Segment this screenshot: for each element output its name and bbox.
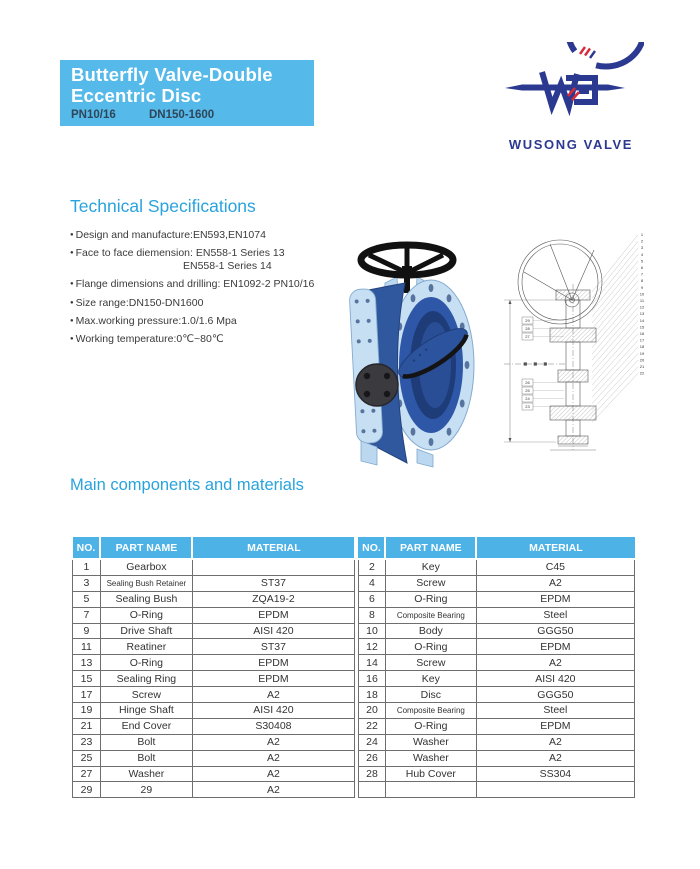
column-header: NO.: [73, 537, 101, 559]
table-row: [358, 703, 634, 719]
part-number: 18: [358, 687, 385, 703]
bullet-icon: ●: [70, 299, 74, 306]
svg-text:8: 8: [640, 278, 644, 284]
company-name: WUSONG VALVE: [508, 137, 634, 152]
part-material: SS304: [476, 766, 634, 782]
table-row: [73, 591, 355, 607]
part-name: Washer: [385, 750, 476, 766]
svg-text:10: 10: [639, 291, 645, 297]
part-name: 29: [100, 782, 192, 798]
part-material: EPDM: [476, 591, 634, 607]
part-name: O-Ring: [100, 655, 192, 671]
part-material: AISI 420: [192, 703, 354, 719]
components-table: [72, 537, 635, 798]
product-subtitle: [71, 109, 304, 121]
svg-text:14: 14: [639, 317, 645, 323]
part-number: 8: [358, 607, 385, 623]
table-row: [73, 718, 355, 734]
part-material: A2: [476, 655, 634, 671]
table-row: [358, 671, 634, 687]
part-material: Steel: [476, 703, 634, 719]
spec-item: ● Size range:DN150-DN1600: [70, 296, 204, 309]
table-row: [358, 750, 634, 766]
svg-text:15: 15: [639, 324, 645, 330]
part-number: 26: [358, 750, 385, 766]
part-material: [192, 559, 354, 575]
table-row: [73, 575, 355, 591]
part-material: A2: [476, 734, 634, 750]
table-row: [358, 718, 634, 734]
product-title-line2: Eccentric Disc: [71, 84, 202, 106]
drawing-callouts: [522, 232, 645, 422]
product-title: [71, 65, 304, 106]
valve-photo: [333, 233, 485, 468]
part-name: Washer: [100, 766, 192, 782]
part-number: 19: [73, 703, 101, 719]
part-material: AISI 420: [192, 623, 354, 639]
part-name: Drive Shaft: [100, 623, 192, 639]
part-name: O-Ring: [385, 639, 476, 655]
table-row: [73, 559, 355, 575]
part-number: 3: [73, 575, 101, 591]
svg-text:16: 16: [639, 331, 645, 336]
spec-item: ● Design and manufacture:EN593,EN1074: [70, 229, 266, 241]
svg-text:25: 25: [525, 388, 530, 393]
part-name: O-Ring: [385, 591, 476, 607]
part-name: Bolt: [100, 750, 192, 766]
svg-text:9: 9: [640, 284, 644, 290]
components-table-right: [358, 537, 635, 798]
part-name: Body: [385, 623, 476, 639]
svg-text:29: 29: [525, 318, 530, 323]
table-row: [358, 655, 634, 671]
spec-item: ● Working temperature:0℃~80℃: [70, 332, 224, 345]
part-number: 6: [358, 591, 385, 607]
svg-text:13: 13: [639, 311, 645, 317]
spec-item: ● Flange dimensions and drilling: EN1092-2 PN10/16: [70, 278, 315, 291]
part-name: Washer: [385, 734, 476, 750]
svg-text:6: 6: [640, 265, 644, 270]
svg-text:1: 1: [640, 232, 644, 237]
part-name: Sealing Ring: [100, 671, 192, 687]
part-material: EPDM: [192, 671, 354, 687]
table-row: [358, 782, 634, 798]
table-row: [73, 639, 355, 655]
part-name: Composite Bearing: [385, 703, 476, 719]
table-row: [73, 655, 355, 671]
part-material: EPDM: [192, 655, 354, 671]
svg-text:17: 17: [639, 337, 645, 343]
size-range: DN150-1600: [148, 109, 215, 122]
part-number: 14: [358, 655, 385, 671]
part-material: EPDM: [476, 718, 634, 734]
part-material: ZQA19-2: [192, 591, 354, 607]
company-logo: [498, 42, 644, 152]
part-number: 16: [358, 671, 385, 687]
svg-text:2: 2: [640, 238, 644, 244]
part-material: AISI 420: [476, 671, 634, 687]
part-number: 1: [73, 559, 101, 575]
part-name: End Cover: [100, 718, 192, 734]
part-material: A2: [192, 734, 354, 750]
part-number: 5: [73, 591, 101, 607]
svg-text:19: 19: [639, 350, 645, 356]
bullet-icon: ●: [70, 281, 74, 288]
svg-text:23: 23: [525, 404, 530, 409]
product-title-line1: Butterfly Valve-Double: [71, 64, 273, 85]
part-number: 25: [73, 750, 101, 766]
heading-main-components: Main components and materials: [70, 476, 304, 494]
table-row: [73, 687, 355, 703]
table-row: [358, 575, 634, 591]
part-name: Key: [385, 671, 476, 687]
part-name: Hub Cover: [385, 766, 476, 782]
bullet-icon: ●: [70, 232, 74, 238]
part-material: EPDM: [476, 639, 634, 655]
part-number: 4: [358, 575, 385, 591]
table-row: [73, 703, 355, 719]
spec-list: [70, 229, 370, 351]
part-name: Screw: [385, 575, 476, 591]
part-material: A2: [476, 575, 634, 591]
part-material: A2: [192, 782, 354, 798]
table-row: [358, 687, 634, 703]
svg-text:11: 11: [639, 298, 645, 303]
part-number: 21: [73, 718, 101, 734]
part-material: A2: [192, 750, 354, 766]
table-row: [73, 623, 355, 639]
part-material: [476, 782, 634, 798]
bullet-icon: ●: [70, 335, 74, 342]
part-name: Disc: [385, 687, 476, 703]
part-number: 29: [73, 782, 101, 798]
part-name: Bolt: [100, 734, 192, 750]
table-row: [358, 607, 634, 623]
table-row: [73, 671, 355, 687]
part-material: EPDM: [192, 607, 354, 623]
part-number: 28: [358, 766, 385, 782]
part-number: 11: [73, 639, 101, 655]
part-name: O-Ring: [385, 718, 476, 734]
column-header: MATERIAL: [192, 537, 354, 559]
svg-text:7: 7: [640, 271, 644, 277]
part-name: Key: [385, 559, 476, 575]
part-number: [358, 782, 385, 798]
spec-item: ● Max.working pressure:1.0/1.6 Mpa: [70, 314, 237, 327]
part-name: Sealing Bush Retainer: [100, 575, 192, 591]
part-number: 23: [73, 734, 101, 750]
part-material: ST37: [192, 575, 354, 591]
column-header: MATERIAL: [476, 537, 634, 559]
part-name: Screw: [385, 655, 476, 671]
part-number: 15: [73, 671, 101, 687]
wusong-logo-mark: [498, 42, 644, 130]
svg-text:12: 12: [639, 304, 645, 310]
table-row: [73, 734, 355, 750]
bullet-icon: ●: [70, 317, 74, 324]
svg-text:22: 22: [639, 370, 645, 376]
part-name: Sealing Bush: [100, 591, 192, 607]
table-row: [73, 607, 355, 623]
part-material: A2: [192, 687, 354, 703]
svg-text:24: 24: [525, 396, 530, 401]
part-material: A2: [476, 750, 634, 766]
column-header: NO.: [358, 537, 385, 559]
part-number: 12: [358, 639, 385, 655]
table-row: [358, 623, 634, 639]
part-material: ST37: [192, 639, 354, 655]
product-title-block: [60, 60, 314, 126]
table-row: [358, 591, 634, 607]
part-number: 17: [73, 687, 101, 703]
table-header-row: [73, 537, 355, 559]
svg-text:18: 18: [639, 344, 645, 350]
part-material: C45: [476, 559, 634, 575]
part-name: Reatiner: [100, 639, 192, 655]
part-name: O-Ring: [100, 607, 192, 623]
part-name: Hinge Shaft: [100, 703, 192, 719]
part-material: S30408: [192, 718, 354, 734]
heading-technical-specifications: Technical Specifications: [70, 196, 256, 216]
part-number: 27: [73, 766, 101, 782]
part-material: Steel: [476, 607, 634, 623]
pressure-rating: PN10/16: [71, 109, 116, 122]
components-table-left: [72, 537, 355, 798]
part-number: 7: [73, 607, 101, 623]
table-row: [73, 782, 355, 798]
table-row: [73, 750, 355, 766]
table-row: [358, 559, 634, 575]
part-material: GGG50: [476, 687, 634, 703]
svg-text:5: 5: [640, 258, 644, 264]
part-number: 10: [358, 623, 385, 639]
svg-text:27: 27: [525, 334, 530, 339]
table-row: [358, 639, 634, 655]
part-number: 22: [358, 718, 385, 734]
technical-drawing: [496, 224, 648, 456]
part-name: Screw: [100, 687, 192, 703]
spec-item: ● Face to face diemension: EN558-1 Series 13 EN558-1 Series 14: [70, 247, 285, 273]
part-name: [385, 782, 476, 798]
part-name: Composite Bearing: [385, 607, 476, 623]
table-header-row: [358, 537, 634, 559]
part-material: GGG50: [476, 623, 634, 639]
part-number: 20: [358, 703, 385, 719]
table-row: [358, 766, 634, 782]
bullet-icon: ●: [70, 250, 74, 257]
column-header: PART NAME: [100, 537, 192, 559]
part-material: A2: [192, 766, 354, 782]
part-name: Gearbox: [100, 559, 192, 575]
part-number: 13: [73, 655, 101, 671]
part-number: 2: [358, 559, 385, 575]
part-number: 9: [73, 623, 101, 639]
svg-text:4: 4: [640, 251, 644, 257]
table-row: [358, 734, 634, 750]
part-number: 24: [358, 734, 385, 750]
svg-text:20: 20: [639, 357, 645, 363]
table-row: [73, 766, 355, 782]
svg-text:26: 26: [525, 380, 530, 385]
svg-text:28: 28: [525, 326, 530, 331]
column-header: PART NAME: [385, 537, 476, 559]
svg-text:21: 21: [639, 364, 645, 369]
svg-text:3: 3: [640, 245, 644, 251]
